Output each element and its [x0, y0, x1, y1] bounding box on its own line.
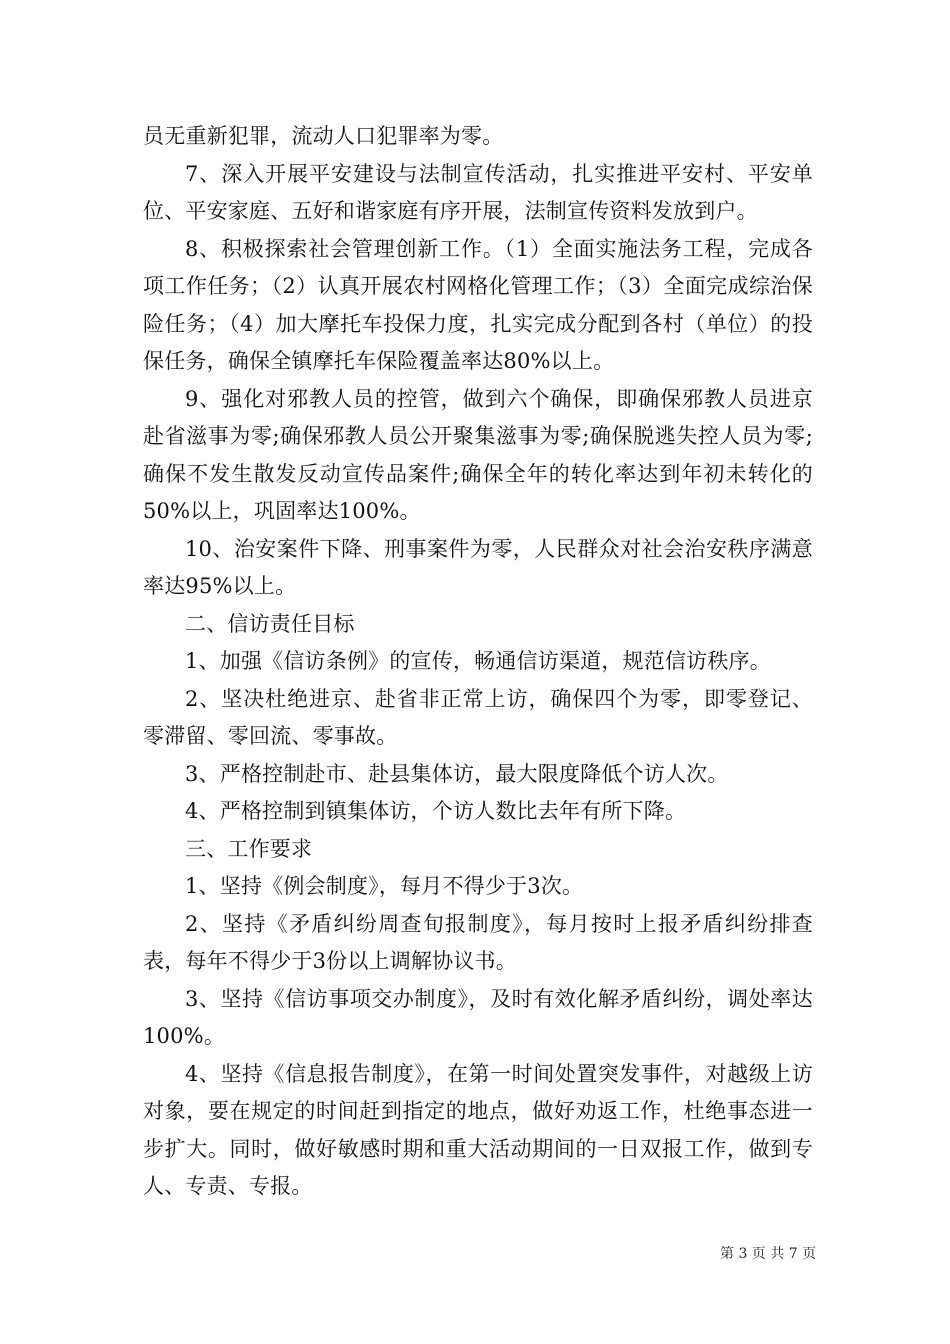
paragraph-continuation: 员无重新犯罪，流动人口犯罪率为零。: [143, 124, 504, 148]
paragraph-petition-4: 4、严格控制到镇集体访，个访人数比去年有所下降。: [185, 799, 687, 823]
paragraph-petition-1: 1、加强《信访条例》的宣传，畅通信访渠道，规范信访秩序。: [185, 649, 771, 673]
document-body: [143, 118, 813, 1206]
section-heading-petition-goals: 二、信访责任目标: [185, 611, 355, 636]
paragraph-requirement-1: 1、坚持《例会制度》，每月不得少于3次。: [185, 874, 584, 898]
paragraph-petition-3: 3、严格控制赴市、赴县集体访，最大限度降低个访人次。: [185, 761, 729, 786]
paragraph-requirement-4: 4、坚持《信息报告制度》，在第一时间处置突发事件，对越级上访对象，要在规定的时间赶到指定的地点，做好劝返工作，杜绝事态进一步扩大。同时，做好敏感时期和重大活动期间的一日双报工作，做到专人、专责、专报。: [143, 1061, 813, 1198]
paragraph-item-9: 9、强化对邪教人员的控管，做到六个确保，即确保邪教人员进京赴省滋事为零;确保邪教人员公开聚集滋事为零;确保脱逃失控人员为零;确保不发生散发反动宣传品案件;确保全年的转化率达到年初未转化的50%以上，巩固率达100%。: [143, 386, 813, 523]
paragraph-petition-2: 2、坚决杜绝进京、赴省非正常上访，确保四个为零，即零登记、零滞留、零回流、零事故。: [143, 686, 813, 748]
paragraph-item-8: 8、积极探索社会管理创新工作。（1）全面实施法务工程，完成各项工作任务；（2）认真开展农村网格化管理工作；（3）全面完成综治保险任务；（4）加大摩托车投保力度，扎实完成分配到各村（单位）的投保任务，确保全镇摩托车保险覆盖率达80%以上。: [143, 236, 813, 373]
paragraph-requirement-3: 3、坚持《信访事项交办制度》，及时有效化解矛盾纠纷，调处率达100%。: [143, 986, 813, 1048]
section-heading-work-requirements: 三、工作要求: [185, 836, 313, 861]
paragraph-requirement-2: 2、坚持《矛盾纠纷周查旬报制度》，每月按时上报矛盾纠纷排查表，每年不得少于3份以上调解协议书。: [143, 911, 813, 973]
paragraph-item-7: 7、深入开展平安建设与法制宣传活动，扎实推进平安村、平安单位、平安家庭、五好和谐家庭有序开展，法制宣传资料发放到户。: [143, 161, 813, 223]
page-number-footer: 第 3 页 共 7 页: [720, 1246, 817, 1262]
paragraph-item-10: 10、治安案件下降、刑事案件为零，人民群众对社会治安秩序满意率达95%以上。: [143, 536, 813, 598]
